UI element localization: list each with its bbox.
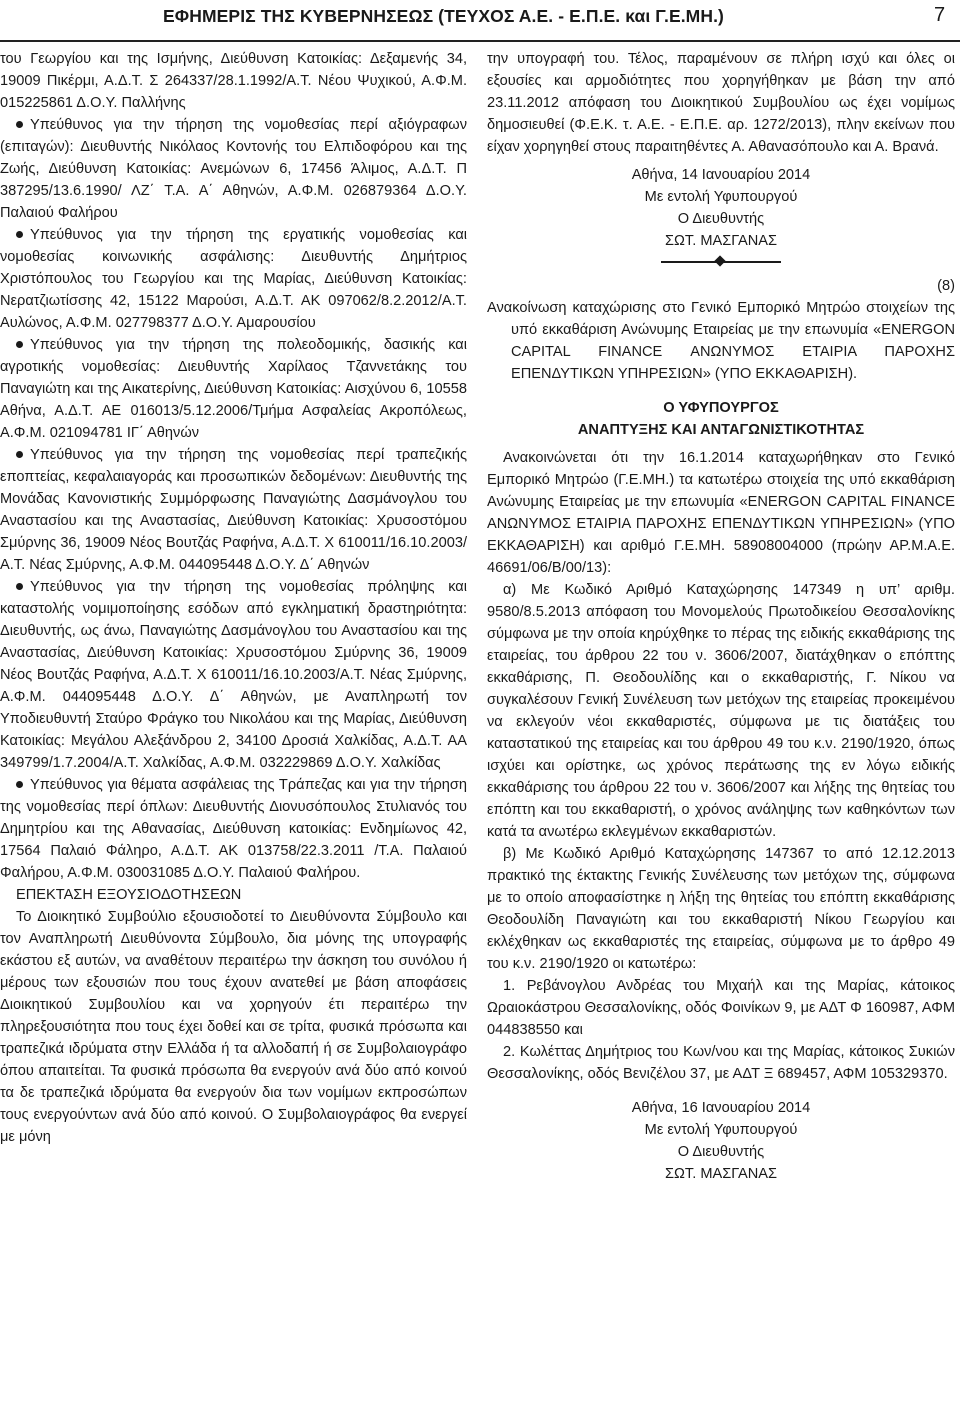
paragraph: Ανακοινώνεται ότι την 16.1.2014 καταχωρήθηκαν στο Γενικό Εμπορικό Μητρώο (Γ.Ε.ΜΗ.) τα κατωτέρω στοιχεία της υπό εκκαθάριση Ανώνυμης Εταιρείας με την επωνυμία «ENERGON CAPITAL FINANCE ΑΝΩΝΥΜΟΣ ΕΤΑΙΡΙΑ ΠΑΡΟΧΗΣ ΕΠΕΝΔΥΤΙΚΩΝ ΥΠΗΡΕΣΙΩΝ» (ΥΠΟ ΕΚΚΑΘΑΡΙΣΗ) και αριθμό Γ.Ε.ΜΗ. 58908004000 (πρώην ΑΡ.Μ.Α.Ε. 46691/06/Β/00/13): <box>487 450 955 576</box>
signature-name: ΣΩΤ. ΜΑΣΓΑΝΑΣ <box>665 233 777 249</box>
bullet-icon <box>16 781 23 788</box>
signature-date: Αθήνα, 16 Ιανουαρίου 2014 <box>631 1100 811 1116</box>
section-divider <box>661 253 781 271</box>
bullet-item: Υπεύθυνος για την τήρηση της νομοθεσίας περί αξιόγραφων (επιταγών): Διευθυντής Νικόλαος Κοντονής του Ελπιδοφόρου και της Ζωής, Διεύθυνση Κατοικίας: Ανεμώνων 6, 17456 Άλιμος, Α.Δ.Τ. Π 387295/13.6.1990/ ΛΖ΄ Τ.Α. Α΄ Αθηνών, Α.Φ.Μ. 026879364 Δ.Ο.Υ. Παλαιού Φαλήρου <box>0 117 467 221</box>
page-header <box>0 0 960 42</box>
list-item: 2. Κωλέττας Δημήτριος του Κων/νου και της Μαρίας, κάτοικος Συκιών Θεσσαλονίκης, οδός Βενιζέλου 37, με ΑΔΤ Ξ 689457, ΑΦΜ 105329370. <box>487 1044 955 1082</box>
signature-role: Ο Διευθυντής <box>677 211 765 227</box>
bullet-item: Υπεύθυνος για θέματα ασφάλειας της Τράπεζας και για την τήρηση της νομοθεσίας περί όπλων: Διευθυντής Διονυσόπουλος Στυλιανός του Δημητρίου και της Αθανασίας, Διεύθυνση κατοικίας: Ενδημίωνος 42, 17564 Παλαιό Φάληρο, Α.Δ.Τ. ΑΚ 013758/22.3.2011 /Τ.Α. Παλαιού Φαλήρου, Α.Φ.Μ. 030031085 Δ.Ο.Υ. Παλαιού Φαλήρου. <box>0 777 467 881</box>
paragraph: α) Με Κωδικό Αριθμό Καταχώρησης 147349 η υπ’ αριθμ. 9580/8.5.2013 απόφαση του Μονομελούς Πρωτοδικείου Θεσσαλονίκης σύμφωνα με την οποία κηρύχθηκε το πέρας της ειδικής εκκαθάρισης της εταιρείας, του άρθρου 22 του ν. 3606/2007, διατάχθηκαν ο επόπτης εκκαθάρισης, Π. Θεοδουλίδης και ο εκκαθαριστής, Γ. Νίκου να συγκαλέσουν Γενική Συνέλευση των μετόχων της εταιρείας προκειμένου να εκλεγούν νέοι εκκαθαριστές, σύμφωνα με τις διατάξεις του καταστατικού της εταιρείας και του άρθρου 49 του κ.ν. 2190/1920, όπως ισχύει και ορίστηκε, ως χρόνος περάτωσης της εν λόγω ειδικής εκκαθάρισης του άρθρου 22 του ν. 3606/2007 και λήξης της θητείας του επόπτη και του εκκαθαριστή, ο χρόνος ανάληψης των καθηκόντων των κατά τα ανωτέρω εκλεγμένων εκκαθαριστών. <box>487 582 955 840</box>
right-column <box>487 48 955 1185</box>
announcement-title: Ανακοίνωση καταχώρισης στο Γενικό Εμπορικό Μητρώο στοιχείων της υπό εκκαθάριση Ανώνυμης Εταιρείας με την επωνυμία «ENERGON CAPITAL FINANCE ΑΝΩΝΥΜΟΣ ΕΤΑΙΡΙΑ ΠΑΡΟΧΗΣ ΕΠΕΝΔΥΤΙΚΩΝ ΥΠΗΡΕΣΙΩΝ» (ΥΠΟ ΕΚΚΑΘΑΡΙΣΗ). <box>487 300 955 382</box>
bullet-item: Υπεύθυνος για την τήρηση της πολεοδομικής, δασικής και αγροτικής νομοθεσίας: Διευθυντής Χαρίλαος Τζαννετάκης του Παναγιώτη και της Αικατερίνης, Διεύθυνση Κατοικίας: Αισχύνου 6, 10558 Αθήνα, Α.Δ.Τ. ΑΕ 016013/5.12.2006/Τμήμα Ασφαλείας Ακροπόλεως, Α.Φ.Μ. 021094781 ΙΓ΄ Αθηνών <box>0 337 467 441</box>
signature-date: Αθήνα, 14 Ιανουαρίου 2014 <box>631 167 811 183</box>
bullet-icon <box>16 583 23 590</box>
bullet-item: Υπεύθυνος για την τήρηση της νομοθεσίας περί τραπεζικής εποπτείας, κεφαλαιαγοράς και προσωπικών δεδομένων: Διευθυντής της Μονάδας Κανονιστικής Συμμόρφωσης Παναγιώτης Δασμάνογλου του Αναστασίου και της Αναστασίας, Διεύθυνση Κατοικίας: Χρυσοστόμου Σμύρνης 36, 19009 Νέος Βουτζάς Ραφήνα, Α.Δ.Τ. Χ 610011/16.10.2003/Α.Τ. Νέας Σμύρνης, Α.Φ.Μ. 044095448 Δ.Ο.Υ. Δ΄ Αθηνών <box>0 447 467 573</box>
bullet-icon <box>16 121 23 128</box>
announcement-number: (8) <box>937 278 955 294</box>
gazette-title: ΕΦΗΜΕΡΙΣ ΤΗΣ ΚΥΒΕΡΝΗΣΕΩΣ (ΤΕΥΧΟΣ Α.Ε. - Ε.Π.Ε. και Γ.Ε.ΜΗ.) <box>163 6 724 26</box>
paragraph-continuation: την υπογραφή του. Τέλος, παραμένουν σε πλήρη ισχύ και όλες οι εξουσίες και αρμοδιότητες που χορηγήθηκαν με βάση την από 23.11.2012 απόφαση του Διοικητικού Συμβουλίου ως έχει νομίμως δημοσιευθεί (Φ.Ε.Κ. τ. Α.Ε. - Ε.Π.Ε. αρ. 1272/2013), πλην εκείνων που είχαν χορηγηθεί στους παραιτηθέντες Α. Αθανασόπουλο και Α. Βρανά. <box>487 51 955 155</box>
paragraph: β) Με Κωδικό Αριθμό Καταχώρησης 147367 το από 12.12.2013 πρακτικό της έκτακτης Γενικής Συνέλευσης των μετόχων της, σύμφωνα με το οποίο αποφασίστηκε η λήξη της θητείας του επόπτη εκκαθάρισης Θεοδουλίδη Παναγιώτη και του εκκαθαριστή Νίκου Γεωργίου και εκλέχθηκαν ως εκκαθαριστές της εταιρείας, σύμφωνα με το άρθρο 49 του κ.ν. 2190/1920 οι κατωτέρω: <box>487 846 955 972</box>
signature-order: Με εντολή Υφυπουργού <box>644 189 798 205</box>
signature-name: ΣΩΤ. ΜΑΣΓΑΝΑΣ <box>665 1166 777 1182</box>
diamond-icon <box>714 255 725 266</box>
bullet-item: Υπεύθυνος για την τήρηση της εργατικής νομοθεσίας και νομοθεσίας κοινωνικής ασφάλισης: Διευθυντής Δημήτριος Χριστόπουλος του Γεωργίου και της Μαρίας, Διεύθυνση Κατοικίας: Νερατζιωτίσσης 42, 15122 Μαρούσι, Α.Δ.Τ. ΑΚ 097062/8.2.2012/Α.Τ. Αυλώνος, Α.Φ.Μ. 027798377 Δ.Ο.Υ. Αμαρουσίου <box>0 227 467 331</box>
left-column <box>0 48 467 1148</box>
bullet-icon <box>16 231 23 238</box>
paragraph-continuation: του Γεωργίου και της Ισμήνης, Διεύθυνση Κατοικίας: Δεξαμενής 34, 19009 Πικέρμι, Α.Δ.Τ. Σ 264337/28.1.1992/Α.Τ. Νέου Ψυχικού, Α.Φ.Μ. 015225861 Δ.Ο.Υ. Παλλήνης <box>0 51 467 111</box>
bullet-icon <box>16 451 23 458</box>
bullet-icon <box>16 341 23 348</box>
page-number: 7 <box>934 4 946 26</box>
signature-order: Με εντολή Υφυπουργού <box>644 1122 798 1138</box>
bullet-item: Υπεύθυνος για την τήρηση της νομοθεσίας πρόληψης και καταστολής νομιμοποίησης εσόδων από εγκληματική δραστηριότητα: Διευθυντής, ως άνω, Παναγιώτης Δασμάνογλου του Αναστασίου και της Αναστασίας, Διεύθυνση Κατοικίας: Χρυσοστόμου Σμύρνης 36, 19009 Νέος Βουτζάς Ραφήνα, Α.Δ.Τ. Χ 610011/16.10.2003/Α.Τ. Νέας Σμύρνης, Α.Φ.Μ. 044095448 Δ.Ο.Υ. Δ΄ Αθηνών, με Αναπληρωτή τον Υποδιευθυντή Σταύρο Φράγκο του Νικολάου και της Μαρίας, Διεύθυνση Κατοικίας: Μεγάλου Αλεξάνδρου 2, 34100 Δροσιά Χαλκίδας, Α.Δ.Τ. ΑΑ 349799/1.7.2004/Α.Τ. Χαλκίδας, Α.Φ.Μ. 032229869 Δ.Ο.Υ. Χαλκίδας <box>0 579 467 771</box>
ministry-name: ΑΝΑΠΤΥΞΗΣ ΚΑΙ ΑΝΤΑΓΩΝΙΣΤΙΚΟΤΗΤΑΣ <box>577 422 865 438</box>
section-heading: ΕΠΕΚΤΑΣΗ ΕΞΟΥΣΙΟΔΟΤΗΣΕΩΝ <box>16 887 242 903</box>
ministry-title: Ο ΥΦΥΠΟΥΡΓΟΣ <box>663 400 779 416</box>
paragraph: Το Διοικητικό Συμβούλιο εξουσιοδοτεί το Διευθύνοντα Σύμβουλο και τον Αναπληρωτή Διευθύνοντα Σύμβουλο, δια μόνης της υπογραφής εκάστου εξ αυτών, να αναθέτουν περαιτέρω την άσκηση του συνόλου ή μέρους των εξουσιών που τους έχουν ανατεθεί με βάση αποφάσεις Διοικητικού Συμβουλίου και να χορηγούν έτι περαιτέρω την πληρεξουσιότητα που τους έχει δοθεί και σε τρίτα, φυσικά πρόσωπα και τραπεζικά ιδρύματα στην Ελλάδα ή τα αλλοδαπή ή σε Συμβολαιογράφο όπου απαιτείται. Τα φυσικά πρόσωπα θα ενεργούν ανά δύο από κοινού τα δε τραπεζικά ιδρύματα θα ενεργούν δια των νομίμων εκπροσώπων τους ενεργούντων ανά δύο από κοινού. Ο Συμβολαιογράφος θα ενεργεί με μόνη <box>0 909 467 1145</box>
signature-role: Ο Διευθυντής <box>677 1144 765 1160</box>
list-item: 1. Ρεβάνογλου Ανδρέας του Μιχαήλ και της Μαρίας, κάτοικος Ωραιοκάστρου Θεσσαλονίκης, οδός Φοινίκων 9, με ΑΔΤ Φ 160987, ΑΦΜ 044838550 και <box>487 978 955 1038</box>
